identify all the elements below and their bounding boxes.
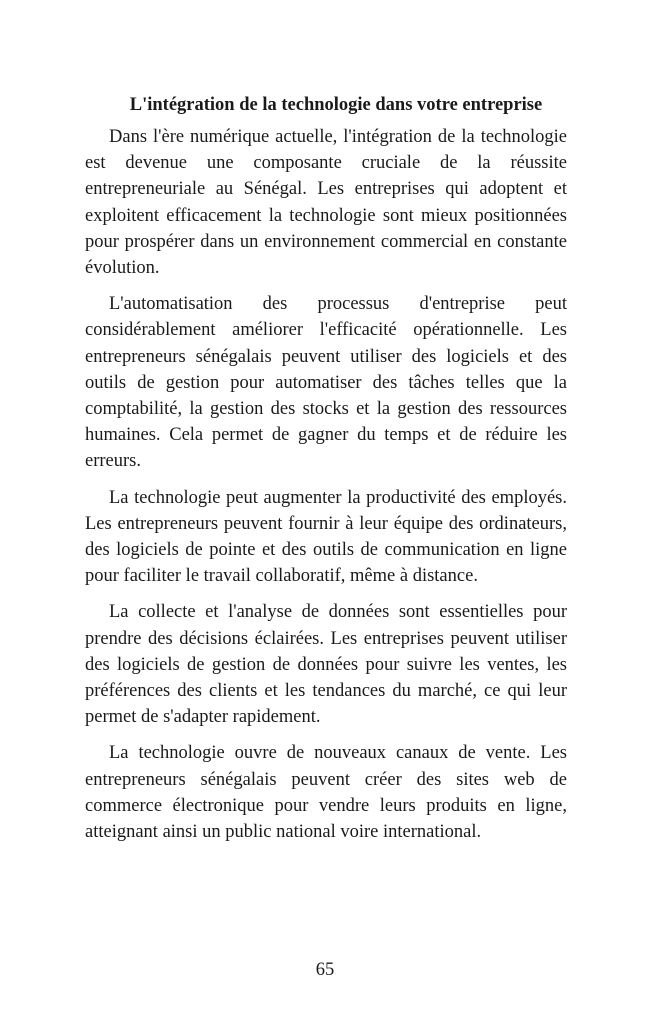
paragraph-intro: Dans l'ère numérique actuelle, l'intégration de la technologie est devenue une composante cruciale de la réussite entrepreneuriale au Sénégal. Les entreprises qui adoptent et exploitent efficacement la technologie sont mieux positionnées pour prospérer dans un environnement commercial en constante évolution. (85, 127, 567, 279)
paragraph-automation: L'automatisation des processus d'entreprise peut considérablement améliorer l'efficacité opérationnelle. Les entrepreneurs sénégalais peuvent utiliser des logiciels et des outils de gestion pour automatiser des tâches telles que la comptabilité, la gestion des stocks et la gestion des ressources humaines. Cela permet de gagner du temps et de réduire les erreurs. (85, 294, 567, 472)
paragraph-data-analysis: La collecte et l'analyse de données sont essentielles pour prendre des décisions éclairées. Les entreprises peuvent utiliser des logiciels de gestion de données pour suivre les ventes, les préférences des clients et les tendances du marché, ce qui leur permet de s'adapter rapidement. (85, 602, 567, 728)
page-content (85, 92, 567, 855)
section-title: L'intégration de la technologie dans votre entreprise (129, 95, 543, 115)
page-number: 65 (315, 960, 335, 980)
paragraph-sales-channels: La technologie ouvre de nouveaux canaux de vente. Les entrepreneurs sénégalais peuvent créer des sites web de commerce électronique pour vendre leurs produits en ligne, atteignant ainsi un public national voire international. (85, 743, 567, 843)
paragraph-productivity: La technologie peut augmenter la productivité des employés. Les entrepreneurs peuvent fournir à leur équipe des ordinateurs, des logiciels de pointe et des outils de communication en ligne pour faciliter le travail collaboratif, même à distance. (85, 487, 567, 587)
